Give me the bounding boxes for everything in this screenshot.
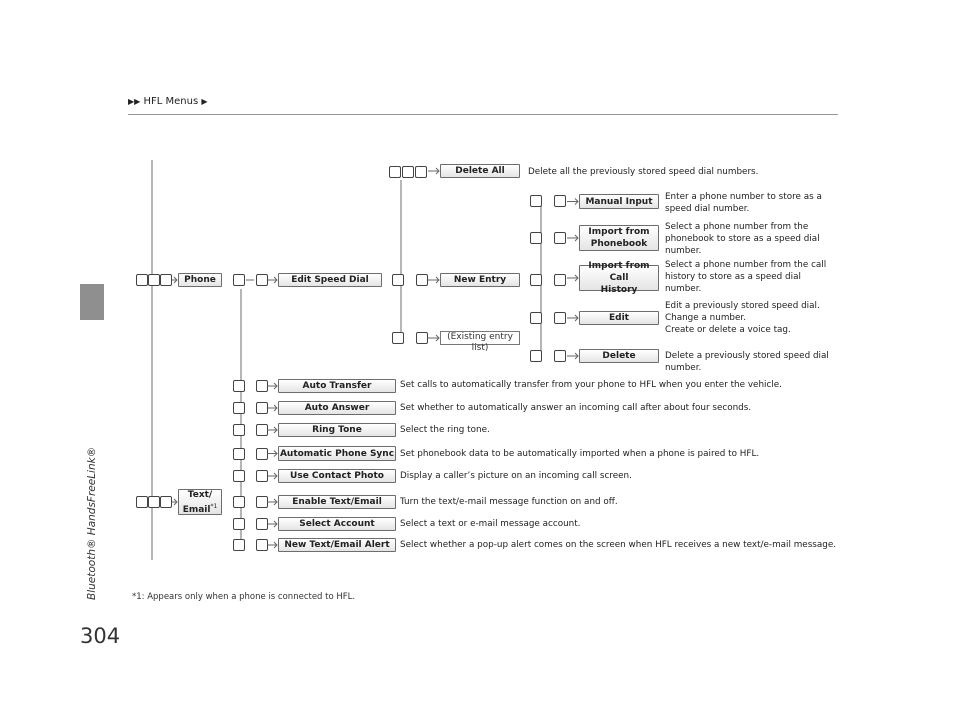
- phone-menu-button[interactable]: Phone: [178, 273, 222, 287]
- select-account-button[interactable]: Select Account: [278, 517, 396, 531]
- talk-icon: [392, 274, 404, 286]
- connector-arrow: [567, 353, 578, 359]
- breadcrumb-label: HFL Menus: [143, 96, 199, 107]
- talk-icon: [148, 274, 160, 286]
- talk-icon: [392, 332, 404, 344]
- talk-icon: [530, 274, 542, 286]
- chapter-title: Bluetooth® HandsFreeLink®: [86, 446, 98, 600]
- talk-icon: [402, 166, 414, 178]
- phone-icon: [554, 350, 566, 362]
- talk-icon: [233, 274, 245, 286]
- new-text-alert-description: Select whether a pop-up alert comes on the screen when HFL receives a new text/e-mail message.: [400, 540, 837, 550]
- connector-arrow: [567, 235, 578, 241]
- talk-icon: [136, 496, 148, 508]
- talk-icon: [389, 166, 401, 178]
- phone-icon: [256, 448, 268, 460]
- existing-entry-list[interactable]: (Existing entry list): [440, 331, 520, 345]
- auto-answer-button[interactable]: Auto Answer: [278, 401, 396, 415]
- connector-arrow: [567, 315, 578, 321]
- delete-description: Delete a previously stored speed dial number.: [665, 351, 829, 373]
- phone-icon: [160, 496, 172, 508]
- edit-speed-dial-button[interactable]: Edit Speed Dial: [278, 273, 382, 287]
- phone-icon: [256, 424, 268, 436]
- phone-icon: [256, 402, 268, 414]
- talk-icon: [233, 539, 245, 551]
- import-call-description: Select a phone number from the call history to store as a speed dial number.: [665, 260, 827, 294]
- connector-arrow: [428, 335, 439, 341]
- edit-description: Edit a previously stored speed dial. Change a number. Create or delete a voice tag.: [665, 301, 820, 335]
- talk-icon: [530, 232, 542, 244]
- connector-arrow: [567, 275, 578, 281]
- auto-sync-description: Set phonebook data to be automatically imported when a phone is paired to HFL.: [400, 449, 760, 459]
- phone-icon: [256, 496, 268, 508]
- phone-icon: [160, 274, 172, 286]
- connector-arrow: [567, 199, 578, 205]
- edit-button[interactable]: Edit: [579, 311, 659, 325]
- delete-all-description: Delete all the previously stored speed dial numbers.: [528, 167, 759, 177]
- auto-answer-description: Set whether to automatically answer an incoming call after about four seconds.: [400, 403, 752, 413]
- talk-icon: [233, 470, 245, 482]
- talk-icon: [233, 402, 245, 414]
- talk-icon: [530, 195, 542, 207]
- talk-icon: [233, 448, 245, 460]
- ring-tone-description: Select the ring tone.: [400, 425, 490, 435]
- phone-icon: [554, 232, 566, 244]
- breadcrumb-arrow-icon: ▶▶: [128, 97, 141, 106]
- auto-transfer-button[interactable]: Auto Transfer: [278, 379, 396, 393]
- text-email-menu-button[interactable]: Text/ Email$^{*1}$: [178, 489, 222, 515]
- talk-icon: [136, 274, 148, 286]
- talk-icon: [233, 518, 245, 530]
- ring-tone-button[interactable]: Ring Tone: [278, 423, 396, 437]
- connector-arrow: [428, 168, 439, 174]
- talk-icon: [530, 350, 542, 362]
- new-entry-button[interactable]: New Entry: [440, 273, 520, 287]
- talk-icon: [233, 424, 245, 436]
- enable-text-description: Turn the text/e-mail message function on and off.: [400, 497, 618, 507]
- talk-icon: [148, 496, 160, 508]
- delete-all-button[interactable]: Delete All: [440, 164, 520, 178]
- phone-icon: [256, 274, 268, 286]
- phone-icon: [554, 312, 566, 324]
- breadcrumb-arrow-icon: ▶: [201, 97, 208, 106]
- phone-icon: [256, 518, 268, 530]
- use-contact-photo-button[interactable]: Use Contact Photo: [278, 469, 396, 483]
- new-text-alert-button[interactable]: New Text/Email Alert: [278, 538, 396, 552]
- select-account-description: Select a text or e-mail message account.: [400, 519, 581, 529]
- phone-icon: [554, 274, 566, 286]
- talk-icon: [530, 312, 542, 324]
- import-call-history-button[interactable]: Import from Call History: [579, 265, 659, 291]
- auto-transfer-description: Set calls to automatically transfer from your phone to HFL when you enter the vehicle.: [400, 380, 782, 390]
- manual-input-description: Enter a phone number to store as a speed dial number.: [665, 192, 822, 214]
- use-contact-photo-description: Display a caller’s picture on an incoming call screen.: [400, 471, 632, 481]
- phone-icon: [415, 166, 427, 178]
- footnote: *1: Appears only when a phone is connected to HFL.: [132, 592, 356, 602]
- phone-icon: [416, 332, 428, 344]
- talk-icon: [233, 380, 245, 392]
- manual-input-button[interactable]: Manual Input: [579, 194, 659, 209]
- auto-sync-button[interactable]: Automatic Phone Sync: [278, 446, 396, 461]
- talk-icon: [233, 496, 245, 508]
- phone-icon: [416, 274, 428, 286]
- phone-icon: [256, 380, 268, 392]
- import-phonebook-button[interactable]: Import from Phonebook: [579, 225, 659, 251]
- import-phonebook-description: Select a phone number from the phonebook to store as a speed dial number.: [665, 222, 820, 256]
- page-number: 304: [80, 624, 121, 648]
- phone-icon: [554, 195, 566, 207]
- phone-icon: [256, 470, 268, 482]
- connector-arrow: [428, 277, 439, 283]
- delete-button[interactable]: Delete: [579, 349, 659, 363]
- phone-icon: [256, 539, 268, 551]
- enable-text-button[interactable]: Enable Text/Email: [278, 495, 396, 509]
